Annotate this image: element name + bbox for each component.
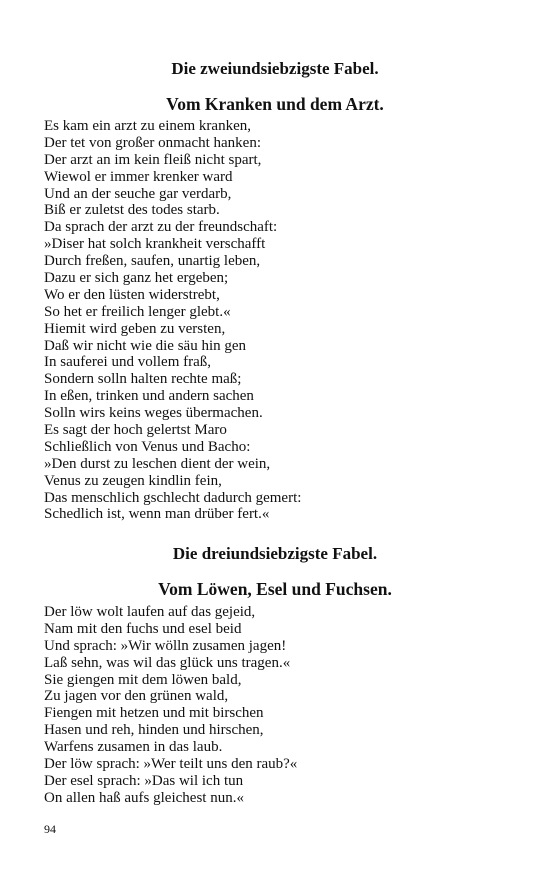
verse-line: Laß sehn, was wil das glück uns tragen.« — [44, 654, 291, 671]
verse-line: Warfens zusamen in das laub. — [44, 739, 223, 756]
verse-line: Venus zu zeugen kindlin fein, — [44, 472, 222, 489]
verse-line: Es kam ein arzt zu einem kranken, — [44, 118, 251, 134]
verse-line: Der löw wolt laufen auf das gejeid, — [44, 604, 256, 620]
verse-line: Fiengen mit hetzen und mit birschen — [44, 705, 264, 722]
fable-72-title: Vom Kranken und dem Arzt. — [166, 94, 384, 114]
verse-line: Nam mit den fuchs und esel beid — [44, 620, 242, 637]
verse-line: In sauferei und vollem fraß, — [44, 354, 212, 371]
page-number: 94 — [44, 822, 56, 836]
verse-line: Der tet von großer onmacht hanken: — [44, 134, 262, 151]
verse-line: Solln wirs keins weges übermachen. — [44, 405, 263, 422]
verse-line: Wiewol er immer krenker ward — [44, 168, 233, 185]
verse-line: On allen haß aufs gleichest nun.« — [44, 789, 244, 806]
fable-72-number-title: Die zweiundsiebzigste Fabel. — [171, 59, 379, 78]
verse-line: Zu jagen vor den grünen wald, — [44, 688, 229, 705]
fable-73-title: Vom Löwen, Esel und Fuchsen. — [158, 579, 392, 599]
verse-line: Durch freßen, saufen, unartig leben, — [44, 253, 261, 270]
verse-line: So het er freilich lenger glebt.« — [44, 303, 231, 320]
verse-line: Der arzt an im kein fleiß nicht spart, — [44, 151, 262, 168]
verse-line: Der löw sprach: »Wer teilt uns den raub?« — [44, 756, 298, 773]
verse-line: Hiemit wird geben zu versten, — [44, 320, 226, 337]
verse-line: Daß wir nicht wie die säu hin gen — [44, 337, 247, 354]
verse-line: Dazu er sich ganz het ergeben; — [44, 270, 229, 287]
verse-line: Sondern solln halten rechte maß; — [44, 371, 242, 388]
verse-line: Sie giengen mit dem löwen bald, — [44, 671, 242, 688]
verse-line: Und an der seuche gar verdarb, — [44, 185, 232, 202]
fable-73-verse — [44, 604, 297, 807]
verse-line: »Den durst zu leschen dient der wein, — [44, 455, 271, 472]
fable-72-verse — [44, 118, 301, 523]
verse-line: Schedlich ist, wenn man drüber fert.« — [44, 506, 270, 523]
verse-line: Es sagt der hoch gelertst Maro — [44, 422, 227, 439]
verse-line: Hasen und reh, hinden und hirschen, — [44, 722, 264, 739]
verse-line: Wo er den lüsten widerstrebt, — [44, 286, 220, 303]
verse-line: Und sprach: »Wir wölln zusamen jagen! — [44, 637, 287, 654]
verse-line: Der esel sprach: »Das wil ich tun — [44, 772, 244, 789]
verse-line: Da sprach der arzt zu der freundschaft: — [44, 219, 278, 236]
verse-line: In eßen, trinken und andern sachen — [44, 388, 254, 405]
verse-line: »Diser hat solch krankheit verschafft — [44, 236, 266, 253]
fable-73-number-title: Die dreiundsiebzigste Fabel. — [172, 544, 378, 563]
verse-line: Das menschlich gschlecht dadurch gemert: — [44, 489, 302, 506]
verse-line: Biß er zuletst des todes starb. — [44, 202, 220, 219]
verse-line: Schließlich von Venus und Bacho: — [44, 438, 251, 455]
